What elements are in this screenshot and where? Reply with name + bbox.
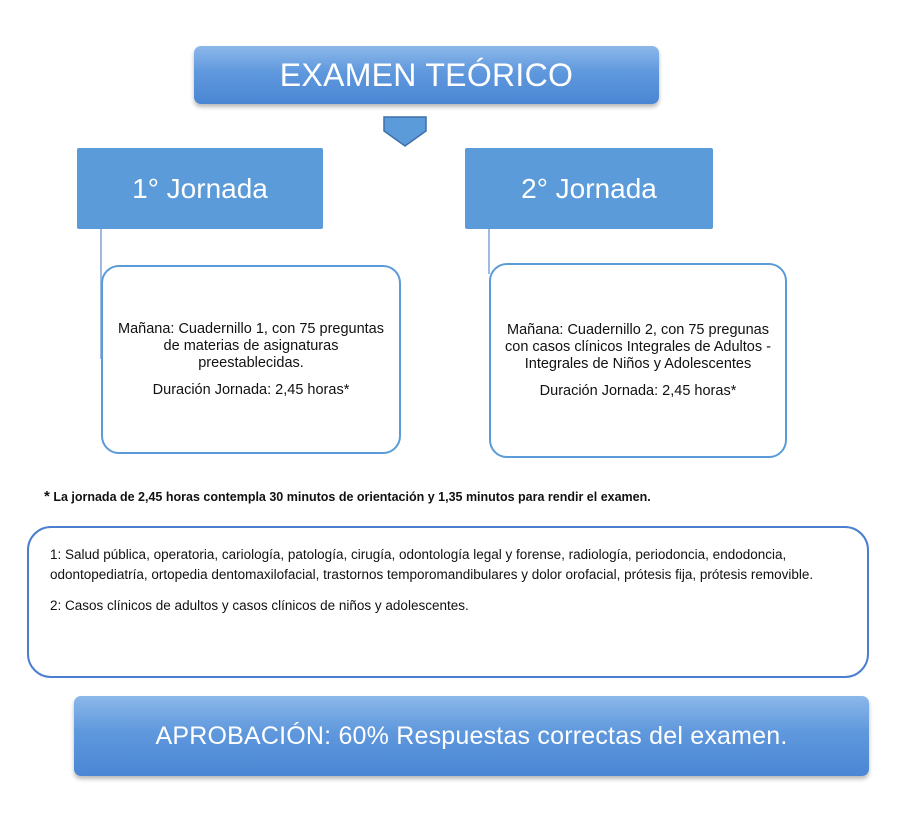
jornada-2-duration: Duración Jornada: 2,45 horas* bbox=[539, 382, 737, 399]
jornada-2-connector bbox=[488, 229, 490, 274]
footnote bbox=[44, 488, 864, 505]
jornada-1-duration: Duración Jornada: 2,45 horas* bbox=[152, 381, 350, 398]
approval-banner bbox=[74, 696, 869, 776]
jornada-1-label: 1° Jornada bbox=[132, 172, 268, 204]
jornada-1-details bbox=[101, 265, 401, 454]
jornada-2-header bbox=[465, 148, 713, 229]
footnote-marker: * bbox=[44, 488, 50, 505]
jornada-2-details bbox=[489, 263, 787, 458]
topics-box bbox=[27, 526, 869, 678]
jornada-1-description: Mañana: Cuadernillo 1, con 75 preguntas de materias de asignaturas preestablecidas. bbox=[117, 320, 384, 371]
footnote-text: La jornada de 2,45 horas contempla 30 minutos de orientación y 1,35 minutos para rendir el examen. bbox=[49, 490, 651, 504]
down-arrow-icon bbox=[382, 115, 428, 148]
exam-title-text: EXAMEN TEÓRICO bbox=[279, 56, 574, 93]
topics-item-1: 1: Salud pública, operatoria, cariología, patología, cirugía, odontología legal y forense, radiología, periodoncia, endodoncia, odontopediatría, ortopedia dentomaxilofacial, trastornos temporomandibulares y dolor orofacial, prótesis fija, prótesis removible. bbox=[50, 547, 814, 582]
jornada-2-label: 2° Jornada bbox=[521, 172, 657, 204]
jornada-1-header bbox=[77, 148, 323, 229]
approval-text: APROBACIÓN: 60% Respuestas correctas del examen. bbox=[155, 721, 788, 750]
topics-item-2: 2: Casos clínicos de adultos y casos clínicos de niños y adolescentes. bbox=[50, 598, 469, 613]
jornada-2-description: Mañana: Cuadernillo 2, con 75 pregunas con casos clínicos Integrales de Adultos - Integrales de Niños y Adolescentes bbox=[505, 321, 771, 372]
exam-title bbox=[194, 46, 659, 104]
